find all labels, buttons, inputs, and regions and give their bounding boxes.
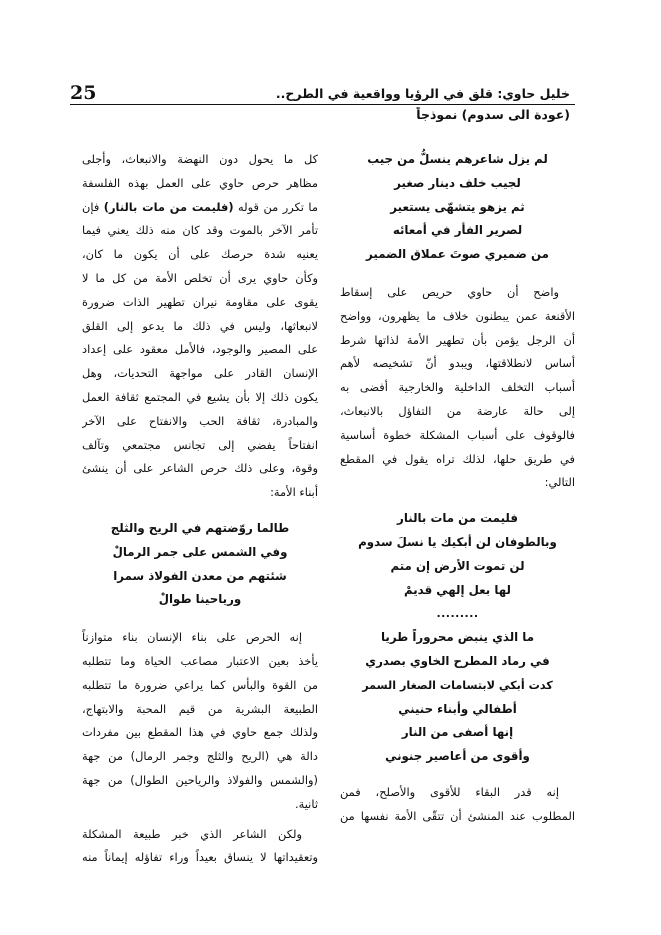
text-line: يأخذ بعين الاعتبار مصاعب الحياة وما تتطلبه bbox=[82, 653, 318, 668]
text-line: أساس لانطلاقتها، ويبدو أنّ تشخيصه لأهم bbox=[340, 356, 575, 371]
text-line: على المصير والوجود، فالأمل معقود على إعداد bbox=[82, 342, 318, 357]
verse-separator: ......... bbox=[436, 607, 479, 621]
text-line: الطبيعة البشرية من قيم المحبة والابتهاج، bbox=[82, 701, 318, 716]
verse-line: ما الذي ينبض محروراً طريا bbox=[380, 630, 535, 645]
verse-line: في رماد المطرح الخاوي بصدري bbox=[365, 653, 550, 668]
paragraph bbox=[340, 281, 575, 495]
paragraph bbox=[82, 148, 318, 505]
text-line: ولذلك جمع حاوي في هذا المقطع بين مفردات bbox=[82, 725, 318, 740]
text-fragment: فإن bbox=[82, 199, 100, 214]
verse-line: أطفالي وأبناء حنيني bbox=[398, 701, 517, 716]
paragraph bbox=[82, 823, 318, 871]
paragraph bbox=[82, 626, 318, 816]
text-line: وقوة، وعلى ذلك حرص الشاعر على أن ينشئ bbox=[82, 461, 318, 476]
verse-line: كدت أبكي لابتسامات الصغار السمر bbox=[362, 678, 553, 692]
verse-line: ثم يزهو يتشهّى يستعير bbox=[390, 199, 525, 214]
text-line: يكون ذلك إلا بأن يشيع في المجتمع ثقافة العمل bbox=[82, 389, 318, 404]
verse-line: لها بعل إلهي قديمْ bbox=[403, 582, 511, 597]
text-line: وكأن حاوي يرى أن تخلص الأمة من كل ما لا bbox=[82, 270, 318, 285]
verse-line: إنها أصفى من النار bbox=[401, 725, 514, 740]
spacer bbox=[340, 495, 575, 507]
paragraph bbox=[340, 781, 575, 829]
verse-line: شئتهم من معدن الفولاذ سمرا bbox=[113, 568, 287, 583]
text-fragment: ما تكرر من قوله bbox=[238, 199, 318, 214]
verse-line: لصرير الفأر في أمعائه bbox=[392, 223, 523, 238]
text-line: أن الرجل يؤمن بأن تطهير الأمة لذاتها شرط bbox=[340, 332, 575, 347]
text-line: (والشمس والفولاذ والرياحين الطوال) من جهة bbox=[82, 772, 318, 787]
text-line: المطلوب عند المنشئ أن تتقّى الأمة نفسها من bbox=[340, 808, 575, 823]
text-line: الإنسان القادر على مواجهة التحديات، وهل bbox=[82, 366, 318, 381]
verse-line: من ضميري صوتَ عملاق الضمير bbox=[366, 247, 549, 262]
text-line: يقوى على مقاومة نيران تطهير الذات ضرورة bbox=[82, 294, 318, 309]
verse-line: لجيب خلف دينار صغير bbox=[394, 175, 521, 190]
text-line: ولكن الشاعر الذي خبر طبيعة المشكلة bbox=[82, 826, 302, 841]
text-line bbox=[82, 196, 318, 220]
verse-line: ورياحينا طوالْ bbox=[158, 592, 242, 607]
verse-line: وبالطوفان لن أبكيك يا نسلَ سدوم bbox=[358, 534, 557, 549]
running-subtitle: (عودة الى سدوم) نموذجاً bbox=[416, 107, 570, 122]
text-line: وتعقيداتها لا ينساق بعيداً وراء تفاؤله إيماناً منه bbox=[82, 850, 318, 865]
text-line: إنه قدر البقاء للأقوى والأصلح، فمن bbox=[340, 784, 559, 799]
spacer bbox=[340, 267, 575, 281]
spacer bbox=[340, 769, 575, 781]
running-title: خليل حاوي: قلق في الرؤيا وواقعية في الطرح.. bbox=[275, 86, 570, 101]
verse-line: لن تموت الأرض إن متم bbox=[390, 558, 525, 573]
text-line: انفتاحاً يفضي إلى تجانس مجتمعي وتآلف bbox=[82, 437, 318, 452]
text-line: إنه الحرص على بناء الإنسان بناء متوازناً bbox=[82, 630, 302, 645]
verse-line: فليمت من مات بالنار bbox=[397, 511, 518, 526]
text-line: إلى حالة عارضة من التفاؤل بالانبعاث، bbox=[340, 403, 575, 418]
text-line: أسباب التخلف الداخلية والخارجية أفضى به bbox=[340, 380, 575, 395]
verse-line: لم يزل شاعرهم ينسلُّ من جيب bbox=[367, 152, 548, 166]
spacer bbox=[82, 612, 318, 626]
text-line: أبناء الأمة: bbox=[270, 485, 318, 500]
text-line: يعنيه شدة حرصك على أن يكون ما كان، bbox=[82, 247, 318, 262]
text-line: دالة هي (الريح والثلج وجمر الرمال) من جهة bbox=[82, 749, 318, 764]
text-line: كل ما يحول دون النهضة والانبعاث، وأجلى bbox=[82, 152, 318, 166]
left-column bbox=[82, 148, 318, 870]
text-line: ثانية. bbox=[295, 796, 318, 811]
text-line: واضح أن حاوي حريص على إسقاط bbox=[340, 284, 559, 299]
text-line: في طريق حلها، لذلك تراه يقول في المقطع bbox=[340, 451, 575, 466]
text-line: مظاهر حرص حاوي على العمل بهذه الفلسفة bbox=[82, 175, 318, 190]
verse-block-3 bbox=[340, 626, 575, 769]
verse-line: وفي الشمس على جمر الرمالْ bbox=[112, 544, 288, 559]
verse-line: طالما روّضتهم في الريح والثلج bbox=[110, 520, 290, 535]
text-line: فالوقوف على أسباب المشكلة خطوة أساسية bbox=[340, 427, 575, 442]
verse-block-2 bbox=[340, 507, 575, 602]
page-number: 25 bbox=[70, 82, 97, 104]
text-line: لانبعاثها، وليس في ذلك ما يدعو إلى القلق bbox=[82, 318, 318, 333]
verse-block bbox=[82, 517, 318, 612]
text-line: التالي: bbox=[544, 475, 575, 490]
spacer bbox=[82, 505, 318, 517]
right-column bbox=[340, 148, 575, 829]
text-line: الأقنعة عمن يبطنون خلاف ما يظهرون، وواضح bbox=[340, 308, 575, 323]
header-rule bbox=[70, 104, 575, 105]
verse-line: وأقوى من أعاصير جنوني bbox=[385, 749, 530, 764]
quoted-verse: (فليمت من مات بالنار) bbox=[103, 199, 234, 214]
text-line: تأمر الآخر بالموت وقد كان منه ذلك يعني فيما bbox=[82, 223, 318, 238]
verse-block-1 bbox=[340, 148, 575, 267]
text-line: والمبادرة، ثقافة الحب والانفتاح على الآخر bbox=[82, 413, 318, 428]
text-line: من القوة والبأس كما يراعي ضرورة ما تتطلبه bbox=[82, 677, 318, 692]
